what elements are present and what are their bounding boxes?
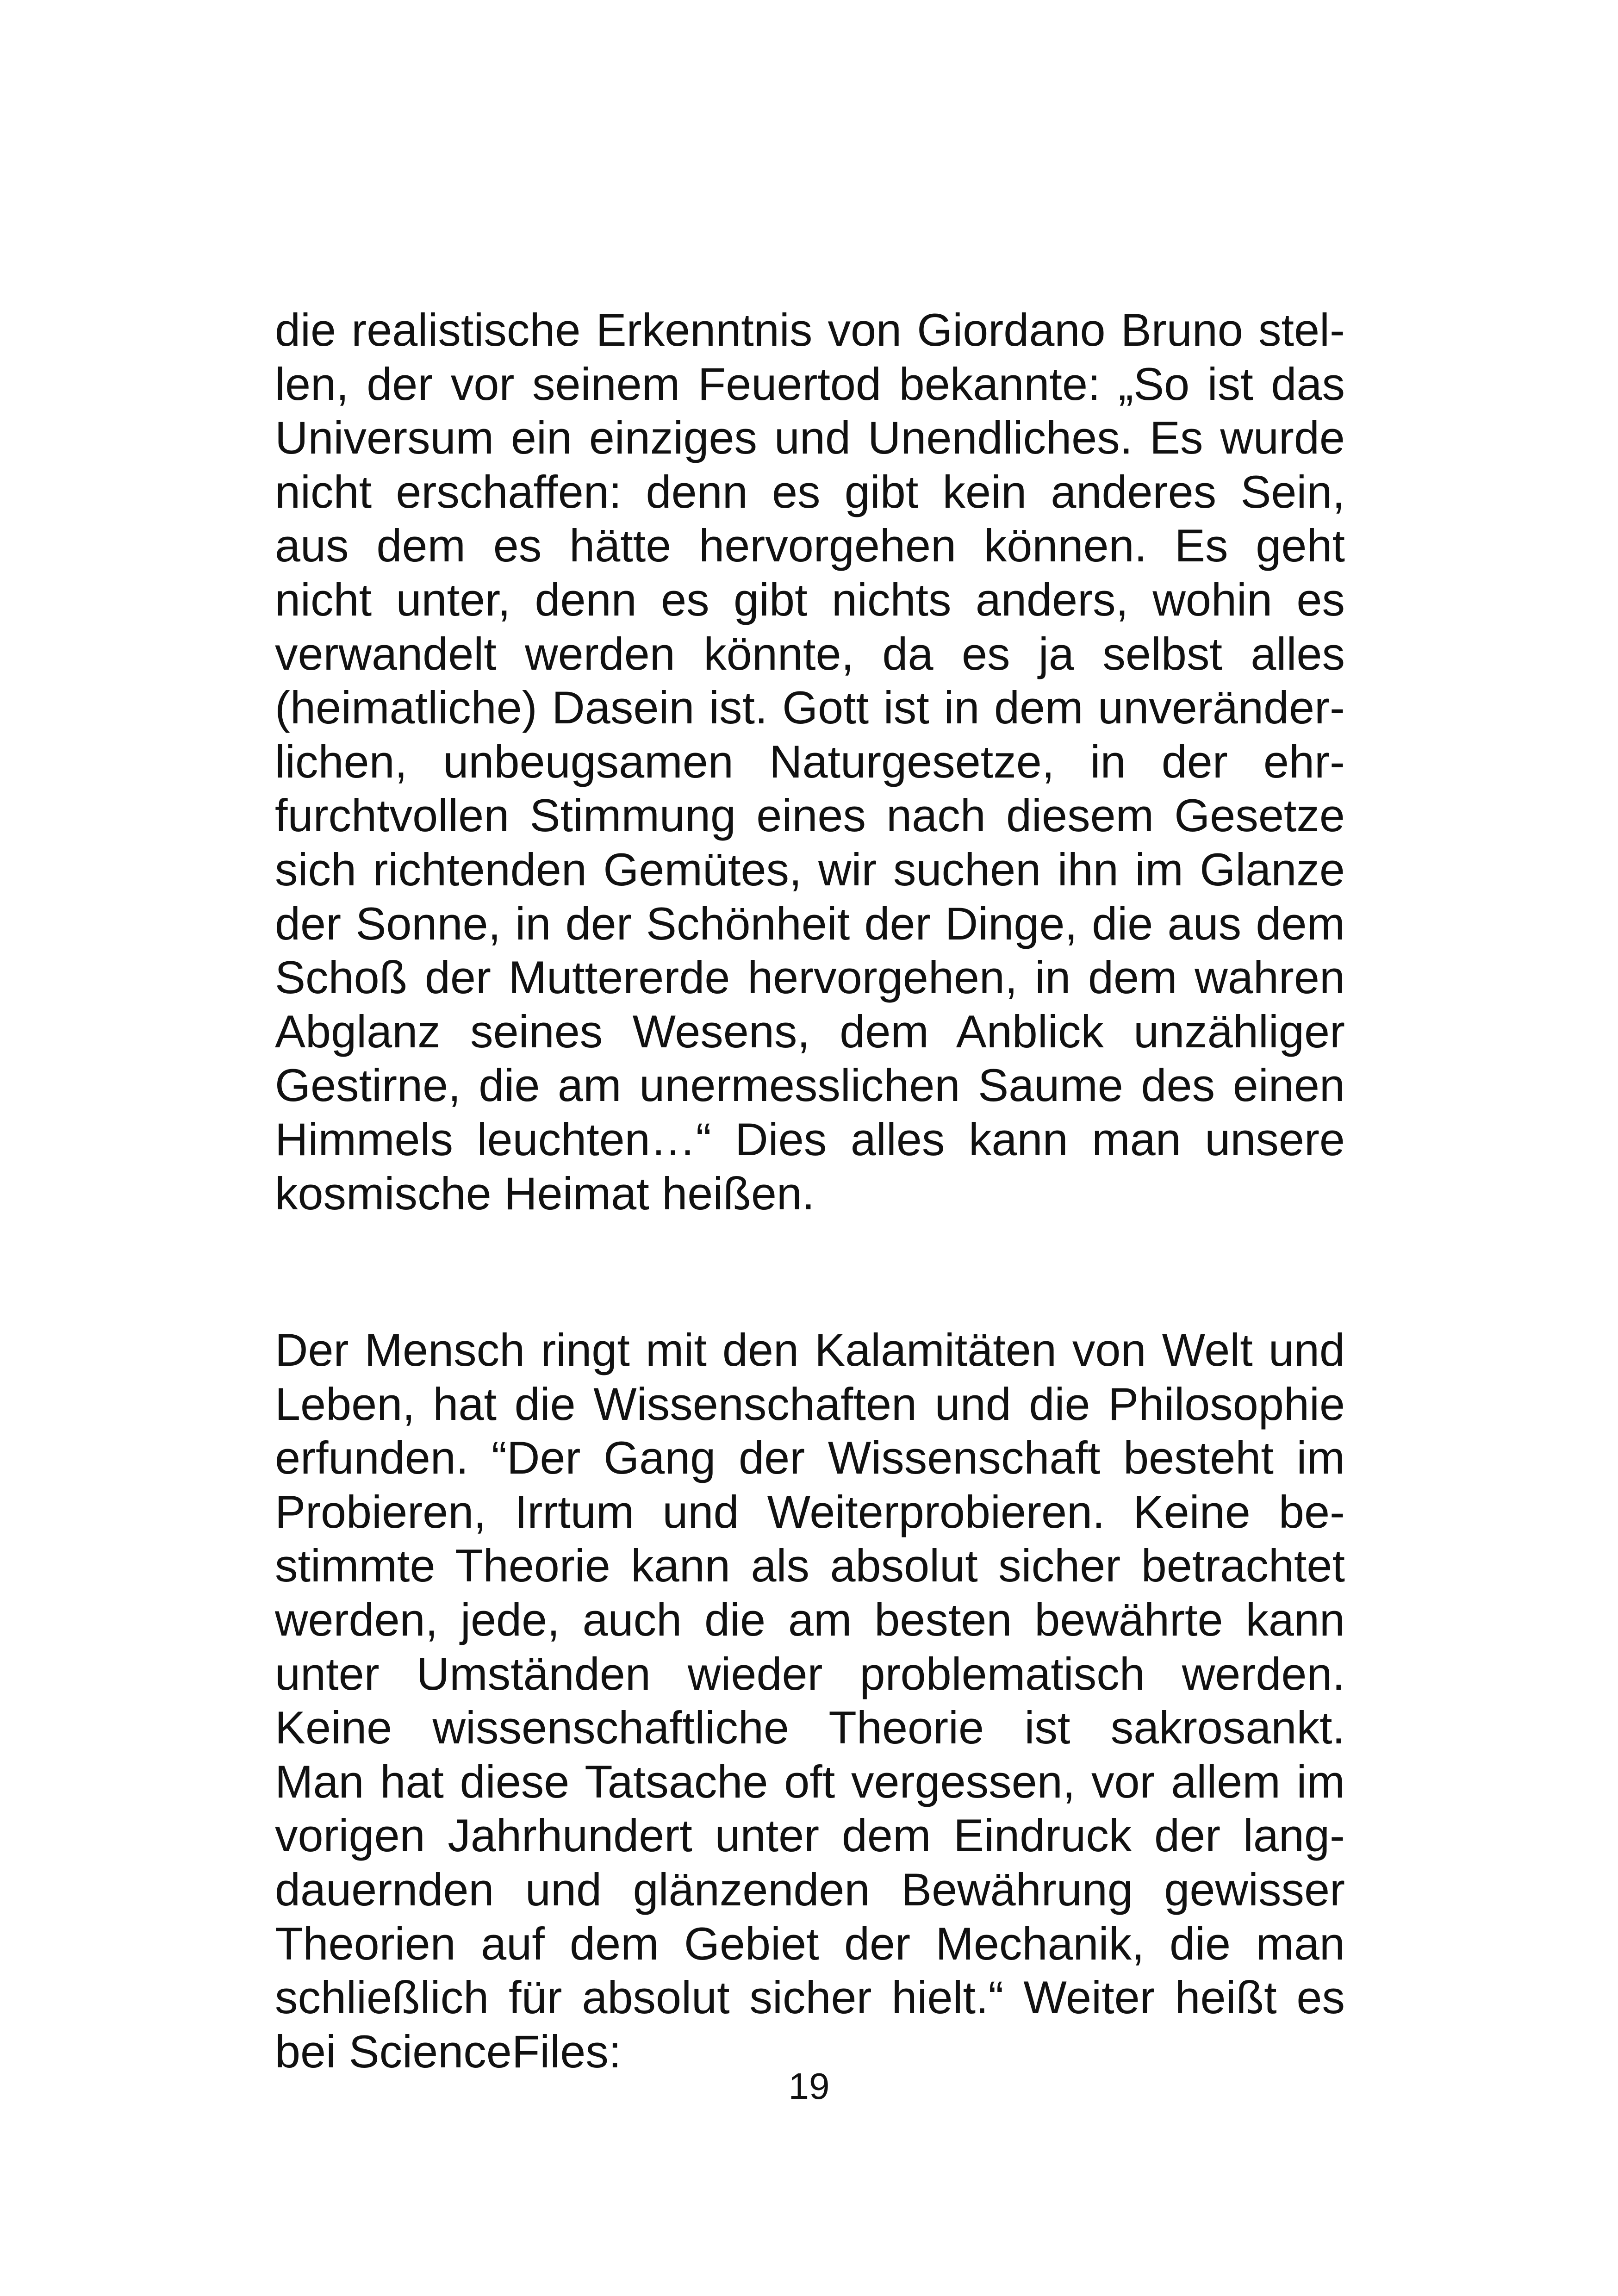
text-line: aus dem es hätte hervorgehen können. Es geht (275, 520, 1345, 572)
text-line: Himmels leuchten…“ Dies alles kann man unsere (275, 1113, 1345, 1165)
text-line: Schoß der Muttererde hervorgehen, in dem wahren (275, 952, 1345, 1003)
text-line: der Sonne, in der Schönheit der Dinge, die aus dem (275, 897, 1345, 949)
text-line: Theorien auf dem Gebiet der Mechanik, die man (275, 1917, 1345, 1969)
text-line: Gestirne, die am unermesslichen Saume des einen (275, 1059, 1345, 1111)
text-line: die realistische Erkenntnis von Giordano Bruno stel- (275, 304, 1345, 355)
paragraph-bruno-quote (275, 303, 1345, 1220)
text-line: len, der vor seinem Feuertod bekannte: „So ist das (275, 358, 1345, 410)
page-number: 19 (788, 2066, 830, 2107)
text-line: verwandelt werden könnte, da es ja selbst alles (275, 628, 1345, 679)
text-line: Man hat diese Tatsache oft vergessen, vor allem im (275, 1755, 1345, 1807)
text-line: unter Umständen wieder problematisch werden. (275, 1648, 1345, 1699)
text-line: furchtvollen Stimmung eines nach diesem Gesetze (275, 790, 1345, 841)
text-line: lichen, unbeugsamen Naturgesetze, in der ehr- (275, 735, 1345, 787)
text-line: (heimatliche) Dasein ist. Gott ist in dem unveränder- (275, 682, 1345, 734)
text-line: Keine wissenschaftliche Theorie ist sakrosankt. (275, 1702, 1345, 1754)
paragraph-science (275, 1323, 1345, 2078)
text-line: Universum ein einziges und Unendliches. Es wurde (275, 412, 1345, 464)
text-line: nicht unter, denn es gibt nichts anders, wohin es (275, 573, 1345, 625)
text-line: sich richtenden Gemütes, wir suchen ihn im Glanze (275, 843, 1345, 895)
text-line: werden, jede, auch die am besten bewährte kann (275, 1594, 1345, 1646)
text-line: erfunden. “Der Gang der Wissenschaft besteht im (275, 1432, 1345, 1484)
text-line: dauernden und glänzenden Bewährung gewisser (275, 1864, 1345, 1916)
text-line: Der Mensch ringt mit den Kalamitäten von Welt und (275, 1324, 1345, 1376)
text-line: kosmische Heimat heißen. (275, 1167, 815, 1219)
text-line: Probieren, Irrtum und Weiterprobieren. Keine be- (275, 1486, 1345, 1537)
text-line: stimmte Theorie kann als absolut sicher betrachtet (275, 1540, 1345, 1592)
text-line: schließlich für absolut sicher hielt.“ Weiter heißt es (275, 1972, 1345, 2023)
text-line: Abglanz seines Wesens, dem Anblick unzähliger (275, 1005, 1345, 1057)
text-line: vorigen Jahrhundert unter dem Eindruck der lang- (275, 1810, 1345, 1861)
page-body (275, 303, 1345, 2078)
text-line: Leben, hat die Wissenschaften und die Philosophie (275, 1378, 1345, 1430)
text-line: nicht erschaffen: denn es gibt kein anderes Sein, (275, 466, 1345, 517)
text-line: bei ScienceFiles: (275, 2025, 622, 2077)
